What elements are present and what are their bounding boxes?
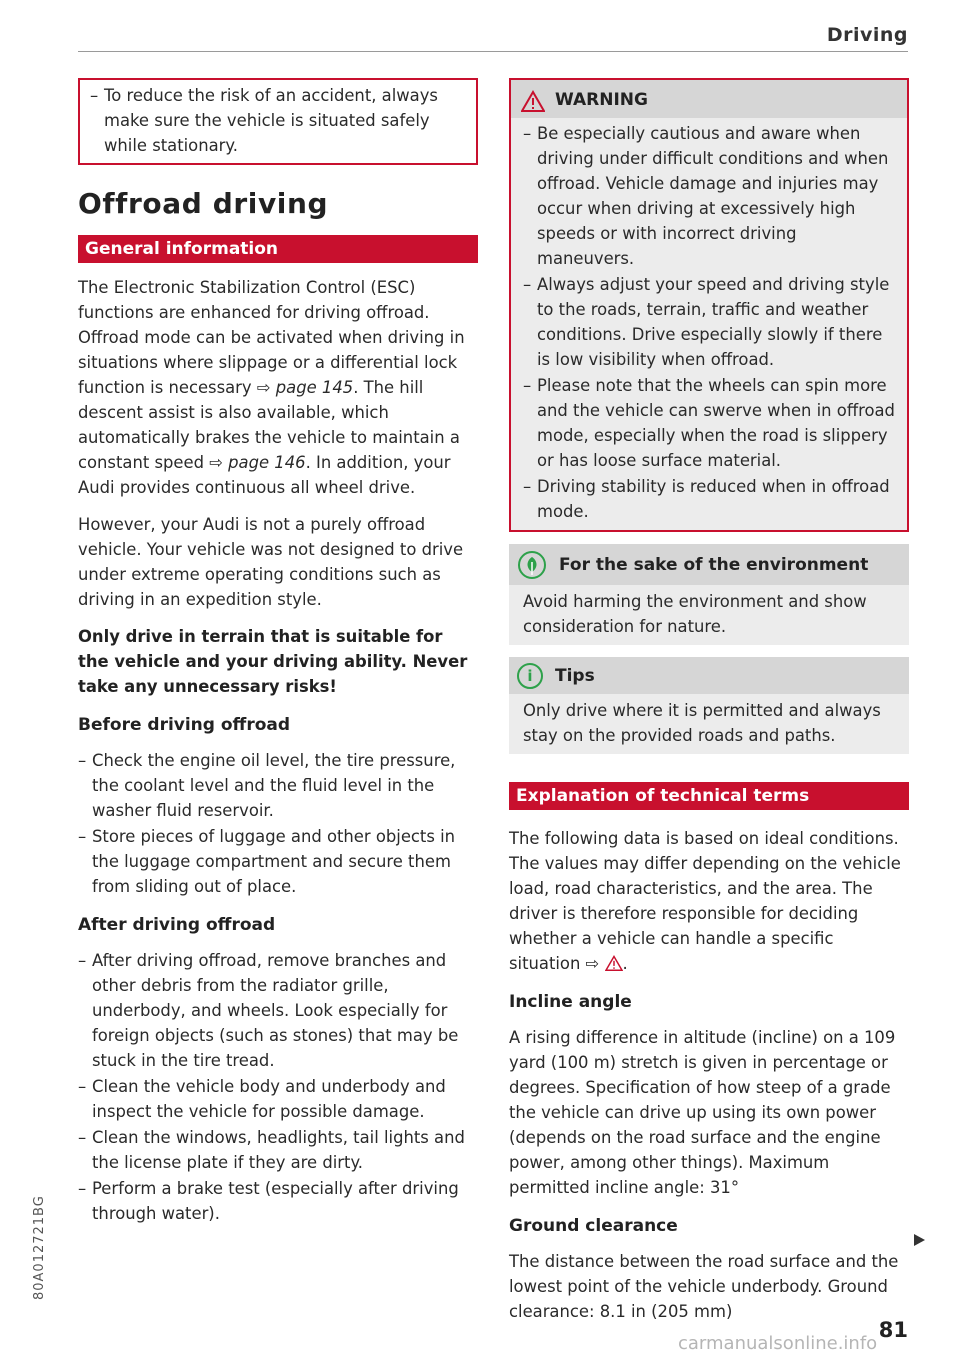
heading-ground-clearance: Ground clearance	[509, 1216, 678, 1236]
heading-before-offroad: Before driving offroad	[78, 715, 291, 735]
paragraph-text: The Electronic Stabilization Control (ESC) functions are enhanced for driving offroad. Offroad mode can be activated when driving in situations where slippage or a differential lock function is necessary	[78, 278, 465, 397]
warning-triangle-icon	[521, 90, 545, 112]
list-item: – Please note that the wheels can spin more and the vehicle can swerve when in offroad mode, especially when the road is slippery or has loose surface material.	[523, 373, 895, 473]
section-bar-general: General information	[78, 235, 478, 263]
list-item: – Perform a brake test (especially after driving through water).	[78, 1176, 478, 1226]
after-offroad-list	[78, 948, 478, 1226]
section-bar-technical-terms: Explanation of technical terms	[509, 782, 909, 810]
running-header: Driving	[826, 24, 908, 46]
info-icon: i	[517, 663, 543, 689]
list-item: – Store pieces of luggage and other objects in the luggage compartment and secure them from sliding out of place.	[78, 824, 478, 899]
bold-advice: Only drive in terrain that is suitable for the vehicle and your driving ability. Never take any unnecessary risks!	[78, 627, 468, 696]
page-ref-link[interactable]: ⇨ page 146	[209, 453, 306, 472]
tips-header	[509, 657, 909, 694]
continue-arrow-icon	[914, 1234, 925, 1246]
environment-leaf-icon	[517, 550, 547, 580]
heading-incline-angle: Incline angle	[509, 992, 632, 1012]
paragraph-text: .	[622, 954, 628, 973]
list-item: – Clean the vehicle body and underbody and inspect the vehicle for possible damage.	[78, 1074, 478, 1124]
paragraph-intro	[509, 826, 909, 976]
header-rule	[78, 51, 908, 52]
environment-title: For the sake of the environment	[559, 554, 869, 575]
warning-body	[511, 118, 907, 530]
environment-header	[509, 544, 909, 585]
paragraph-not-offroad: However, your Audi is not a purely offroad vehicle. Your vehicle was not designed to drive under extreme operating conditions such as driving in an expedition style.	[78, 515, 464, 609]
paragraph-text: . The hill descent assist is also available, which automatically brakes the vehicle to maintain a constant speed	[78, 378, 460, 472]
list-item: – Be especially cautious and aware when driving under difficult conditions and when offroad. Vehicle damage and injuries may occur when driving at excessively high speeds or with incorrect driving maneuvers.	[523, 121, 895, 271]
list-item: – Driving stability is reduced when in offroad mode.	[523, 474, 895, 524]
paragraph-text: The following data is based on ideal conditions. The values may differ depending on the vehicle load, road characteristics, and the area. The driver is therefore responsible for deciding whether a vehicle can handle a specific situation ⇨	[509, 829, 901, 973]
tips-text: Only drive where it is permitted and always stay on the provided roads and paths.	[523, 701, 881, 745]
tips-title: Tips	[555, 665, 595, 686]
watermark: carmanualsonline.info	[678, 1333, 878, 1354]
warning-header	[511, 80, 907, 118]
page-ref-link[interactable]: ⇨ page 145	[256, 378, 354, 397]
list-item: – After driving offroad, remove branches and other debris from the radiator grille, underbody, and wheels. Look especially for foreign objects (such as stones) that may be stuck in the tire tread.	[78, 948, 478, 1073]
document-code: 80A012721BG	[32, 1195, 47, 1300]
paragraph-esc	[78, 275, 478, 500]
heading-after-offroad: After driving offroad	[78, 915, 276, 935]
paragraph-ground: The distance between the road surface and the lowest point of the vehicle underbody. Ground clearance: 8.1 in (205 mm)	[509, 1252, 899, 1321]
warning-title: WARNING	[555, 90, 648, 110]
list-item: – Check the engine oil level, the tire pressure, the coolant level and the fluid level in the washer fluid reservoir.	[78, 748, 478, 823]
page-number: 81	[878, 1318, 908, 1342]
environment-note	[509, 544, 909, 645]
warning-ref-icon[interactable]	[605, 955, 623, 971]
warning-box	[509, 78, 909, 532]
warning-list	[523, 121, 895, 524]
page-title: Offroad driving	[78, 187, 329, 220]
list-item: – To reduce the risk of an accident, always make sure the vehicle is situated safely while stationary.	[90, 83, 466, 158]
tips-note	[509, 657, 909, 754]
continued-warning-list	[90, 83, 466, 158]
continued-warning-box	[78, 78, 478, 165]
before-offroad-list	[78, 748, 478, 899]
right-column	[509, 78, 909, 1324]
environment-text: Avoid harming the environment and show consideration for nature.	[523, 592, 867, 636]
list-item: – Always adjust your speed and driving style to the roads, terrain, traffic and weather conditions. Drive especially slowly if there is low visibility when offroad.	[523, 272, 895, 372]
list-item: – Clean the windows, headlights, tail lights and the license plate if they are dirty.	[78, 1125, 478, 1175]
paragraph-incline: A rising difference in altitude (incline) on a 109 yard (100 m) stretch is given in percentage or degrees. Specification of how steep of a grade the vehicle can drive up using its own power (depends on the road surface and the engine power, among other things). Maximum permitted incline angle: 31°	[509, 1028, 896, 1197]
paragraph-text: . In addition, your Audi provides continuous all wheel drive.	[78, 453, 451, 497]
left-column	[78, 78, 478, 1226]
